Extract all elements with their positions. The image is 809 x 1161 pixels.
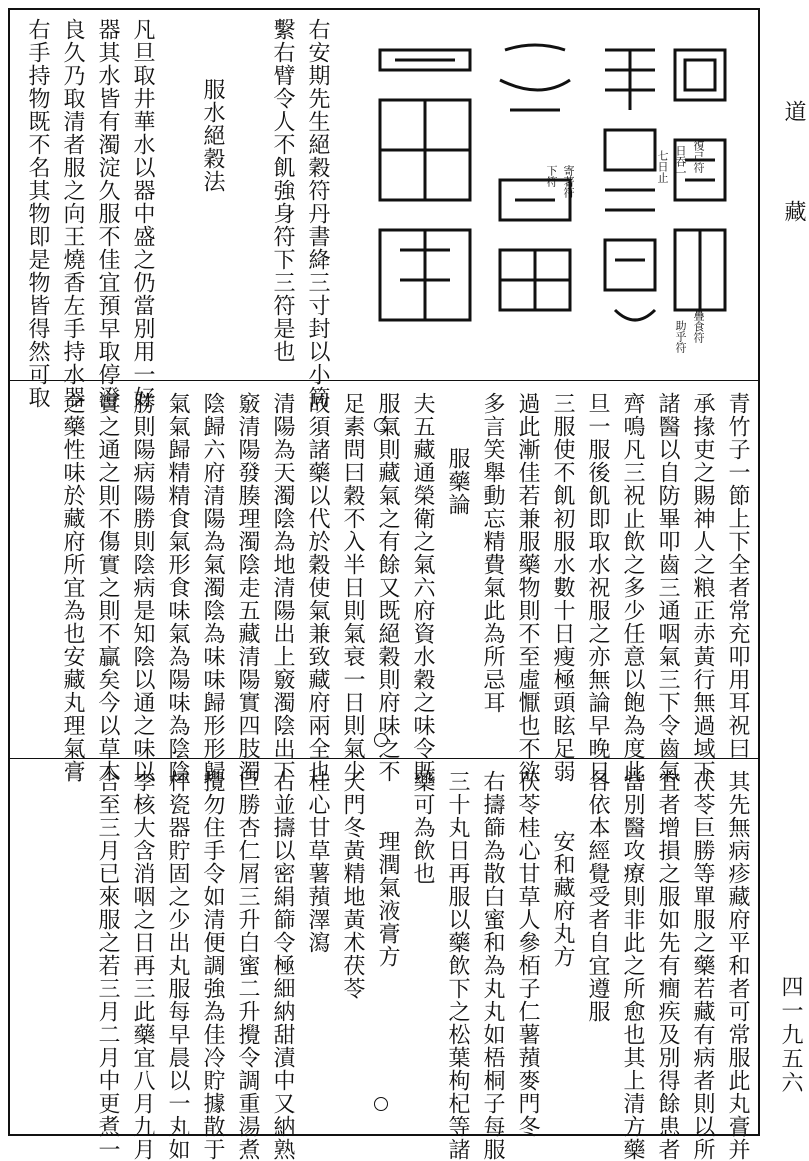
text-column: 右安期先生絕穀符丹書絳三寸封以小筒 (305, 18, 330, 409)
talisman-label-3: 七日止 (656, 150, 669, 183)
text-column: 清陽為天濁陰為地清陽出上竅濁陰出下 (270, 392, 295, 783)
talisman-label-2: 日吞一 (674, 145, 687, 178)
text-column: 陰歸六府清陽為氣濁陰為味味歸形形歸 (200, 392, 225, 783)
text-column: 宜者增損之服如先有癎疾及別得餘患者 (655, 770, 680, 1161)
text-column: 齊鳴凡三祝止飲之多少任意以飽為度此 (620, 392, 645, 783)
text-column: 右擣篩為散白蜜和為丸丸如梧桐子每服 (480, 770, 505, 1161)
punctuation-circle (374, 1097, 388, 1111)
section-title: 安和藏府丸方 (550, 830, 575, 968)
side-label-zang: 藏 (781, 200, 806, 234)
page-number: 四一九五六 (778, 975, 803, 1095)
side-label-dao: 道 (781, 100, 806, 134)
text-column: 諸醫以自防畢叩齒三通咽氣三下令齒氣 (655, 392, 680, 783)
text-column: 當別醫攻療則非此之所愈也其上清方藥 (620, 770, 645, 1161)
text-column: 實之通之則不傷實之則不贏矣今以草木 (95, 392, 120, 783)
talisman-label-1: 復己符 (692, 140, 705, 173)
talisman-label-4: 疊食符 (692, 310, 705, 343)
panel-2-text (14, 392, 754, 783)
text-column: 夫五藏通榮衛之氣六府資水穀之味令既 (410, 392, 435, 783)
text-column: 氣氣歸精精食氣形食味氣為陽味為陰陰 (165, 392, 190, 783)
text-column: 合至三月已來服之若三月二月中更煮一 (95, 770, 120, 1161)
text-column: 過此漸佳若兼服藥物則不至虛懨也不欲 (515, 392, 540, 783)
talisman-label-6: 寄著符 (562, 165, 575, 198)
text-column: 巨勝杏仁屑三升白蜜二升攪令調重湯煮 (235, 770, 260, 1161)
text-column: 枰瓷器貯固之少出丸服每早晨以一丸如 (165, 770, 190, 1161)
text-column: 器其水皆有濁淀久服不佳宜預早取停澄 (95, 18, 120, 409)
text-column: 三十丸日再服以藥飲下之松葉枸杞等諸 (445, 770, 470, 1161)
text-column: 之藥性味於藏府所宜為也安藏丸理氣膏 (60, 392, 85, 783)
text-column: 青竹子一節上下全者常充叩用耳祝曰 (725, 392, 750, 760)
text-column: 服氣則藏氣之有餘又既絕穀則府味之不 (375, 392, 400, 783)
text-column: 攪勿住手令如清便調強為佳冷貯據散于 (200, 770, 225, 1161)
talisman-label-5: 助乎符 (674, 320, 687, 353)
panel-3-text (14, 770, 754, 1161)
text-column: 右並擣以密絹篩令極細納甜漬中又納熟 (270, 770, 295, 1161)
talisman-seal-1 (675, 50, 725, 310)
text-column: 竅清陽發腠理濁陰走五藏清陽實四肢濁 (235, 392, 260, 783)
text-column: 茯苓桂心甘草人參栢子仁薯蕷麥門冬 (515, 770, 540, 1138)
text-column: 凡旦取井華水以器中盛之仍當別用一好 (130, 18, 155, 409)
text-column: 各依本經覺受者自宜遵服 (585, 770, 610, 1023)
punctuation-circle (374, 733, 388, 747)
section-title: 服水絕穀法 (200, 78, 225, 193)
text-column: 天門冬黃精地黃术茯苓 (340, 770, 365, 1000)
punctuation-circle (374, 418, 388, 432)
talisman-label-7: 下符 (545, 165, 558, 187)
text-column: 三服使不飢初服水數十日瘦極頭眩足弱 (550, 392, 575, 783)
section-title: 理潤氣液膏方 (375, 830, 400, 968)
text-column: 旦一服後飢即取水祝服之亦無論早晚日 (585, 392, 610, 783)
text-column: 其先無病疹藏府平和者可常服此丸膏并 (725, 770, 750, 1161)
text-column (160, 18, 194, 373)
text-column (230, 18, 264, 373)
text-column: 李核大含消咽之日再三此藥宜八月九月 (130, 770, 155, 1161)
text-column: 繫右臂令人不飢強身符下三符是也 (270, 18, 295, 363)
text-column: 承掾吏之賜神人之粮正赤黃行無過域下 (690, 392, 715, 783)
text-column: 桂心甘草薯蕷澤瀉 (305, 770, 330, 954)
text-column: 茯苓巨勝等單服之藥若藏有病者則以所 (690, 770, 715, 1161)
section-title: 服藥論 (445, 447, 470, 516)
text-column: 勝則陽病陽勝則陰病是知陰以通之味以 (130, 392, 155, 783)
text-column: 良久乃取清者服之向王燒香左手持水器 (60, 18, 85, 409)
talisman-seal-4 (380, 50, 470, 320)
divider-1 (8, 380, 760, 381)
talisman-seal-2 (605, 50, 655, 320)
text-column: 多言笑舉動忘精費氣此為所忌耳 (480, 392, 505, 714)
panel-1-text (14, 18, 334, 409)
text-column: 藥可為飲也 (410, 770, 435, 885)
text-column: 足素問曰穀不入半日則氣衰一日則氣少 (340, 392, 365, 783)
text-column: 故須諸藥以代於穀使氣兼致藏府兩全也 (305, 392, 330, 783)
text-column: 右手持物既不名其物即是物皆得然可取 (25, 18, 50, 409)
